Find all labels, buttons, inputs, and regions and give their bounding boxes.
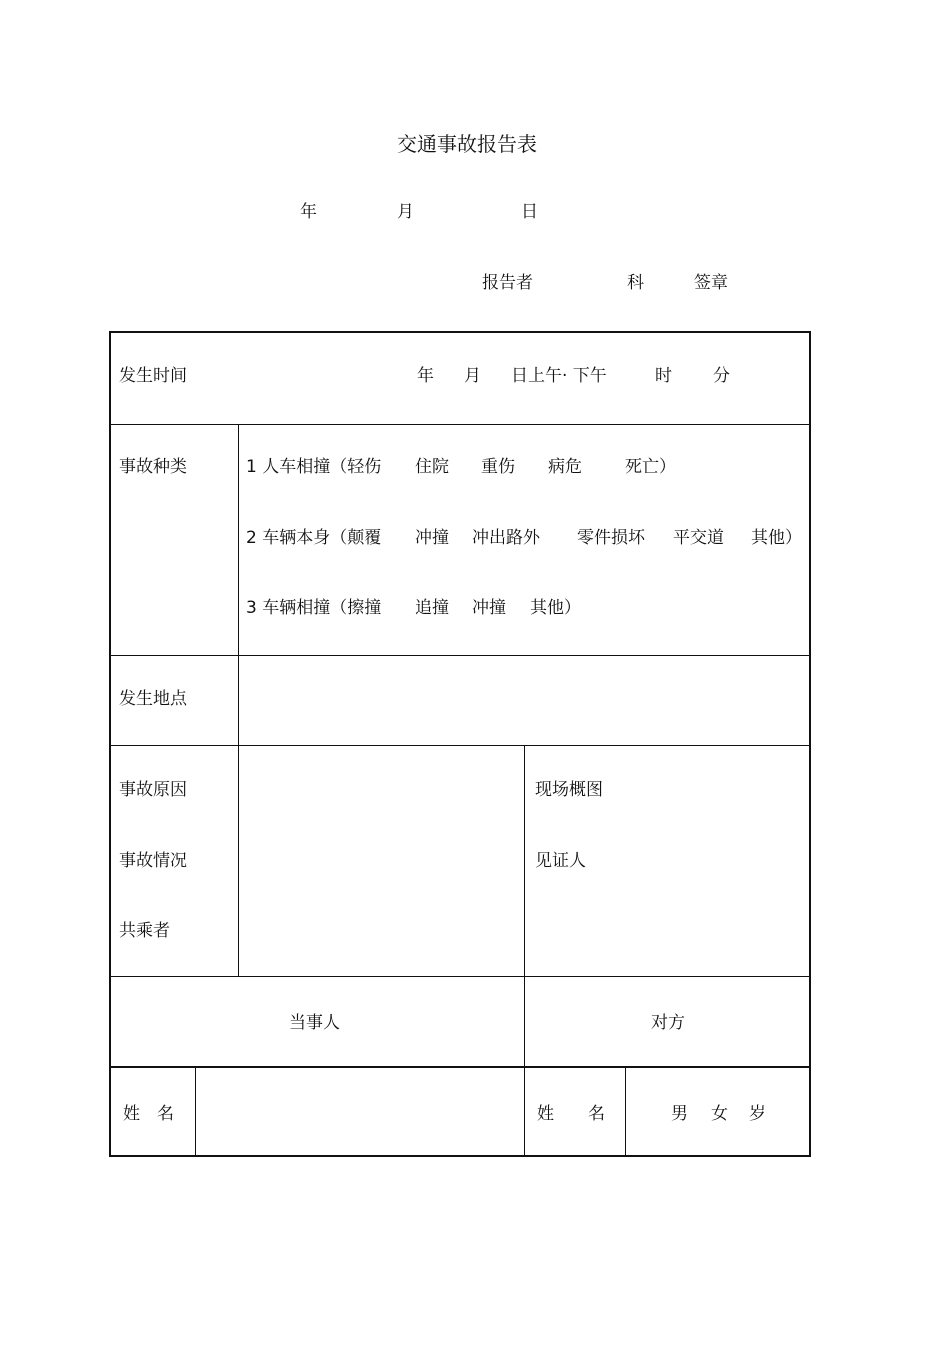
other-name-label: 姓 名 xyxy=(537,1104,605,1124)
department-label: 科 xyxy=(627,273,644,293)
occurrence-month-label: 月 xyxy=(464,366,481,386)
seal-label: 签章 xyxy=(694,273,728,293)
accident-type-option: 重伤 xyxy=(481,457,515,477)
occurrence-minute-label: 分 xyxy=(713,366,730,386)
cause-details-field[interactable] xyxy=(246,753,516,968)
occurrence-day-ampm-label: 日上午· 下午 xyxy=(511,366,607,386)
accident-type-option: 追撞 xyxy=(415,598,449,618)
occurrence-time-label: 发生时间 xyxy=(119,366,187,386)
page-title: 交通事故报告表 xyxy=(397,132,537,156)
self-party-label: 当事人 xyxy=(289,1013,340,1033)
accident-type-option: 其他） xyxy=(751,528,802,548)
date-day-label: 日 xyxy=(521,202,538,222)
accident-type-option: 冲出路外 xyxy=(472,528,540,548)
accident-type-line1-prefix: 1 人车相撞（轻伤 xyxy=(246,457,382,477)
location-field[interactable] xyxy=(246,673,796,733)
location-label: 发生地点 xyxy=(119,689,187,709)
accident-type-option: 病危 xyxy=(548,457,582,477)
column-divider xyxy=(524,745,525,1157)
accident-type-label: 事故种类 xyxy=(119,457,187,477)
accident-type-option: 平交道 xyxy=(673,528,724,548)
gender-female-label: 女 xyxy=(711,1104,728,1124)
accident-type-option: 冲撞 xyxy=(472,598,506,618)
sketch-label: 现场概图 xyxy=(535,780,603,800)
column-divider xyxy=(625,1066,626,1157)
occurrence-hour-label: 时 xyxy=(655,366,672,386)
situation-label: 事故情况 xyxy=(119,851,187,871)
accident-type-option: 其他） xyxy=(530,598,581,618)
passengers-label: 共乘者 xyxy=(119,921,170,941)
self-name-field[interactable] xyxy=(203,1078,513,1143)
row-divider xyxy=(111,424,811,425)
accident-type-line3-prefix: 3 车辆相撞（擦撞 xyxy=(246,598,382,618)
row-divider xyxy=(111,1066,811,1068)
accident-type-option: 死亡） xyxy=(625,457,676,477)
occurrence-year-label: 年 xyxy=(417,366,434,386)
accident-type-option: 零件损坏 xyxy=(577,528,645,548)
date-month-label: 月 xyxy=(397,202,414,222)
self-name-label: 姓 名 xyxy=(123,1104,174,1124)
row-divider xyxy=(111,976,811,977)
other-party-label: 对方 xyxy=(651,1013,685,1033)
column-divider xyxy=(195,1066,196,1157)
row-divider xyxy=(111,655,811,656)
age-label: 岁 xyxy=(749,1104,766,1124)
gender-male-label: 男 xyxy=(671,1104,688,1124)
row-divider xyxy=(111,745,811,746)
accident-type-option: 住院 xyxy=(415,457,449,477)
accident-type-line2-prefix: 2 车辆本身（颠覆 xyxy=(246,528,382,548)
accident-type-option: 冲撞 xyxy=(415,528,449,548)
reporter-label: 报告者 xyxy=(482,273,533,293)
report-form-table xyxy=(109,331,811,1157)
date-year-label: 年 xyxy=(300,202,317,222)
witness-label: 见证人 xyxy=(535,851,586,871)
column-divider xyxy=(238,424,239,976)
cause-label: 事故原因 xyxy=(119,780,187,800)
